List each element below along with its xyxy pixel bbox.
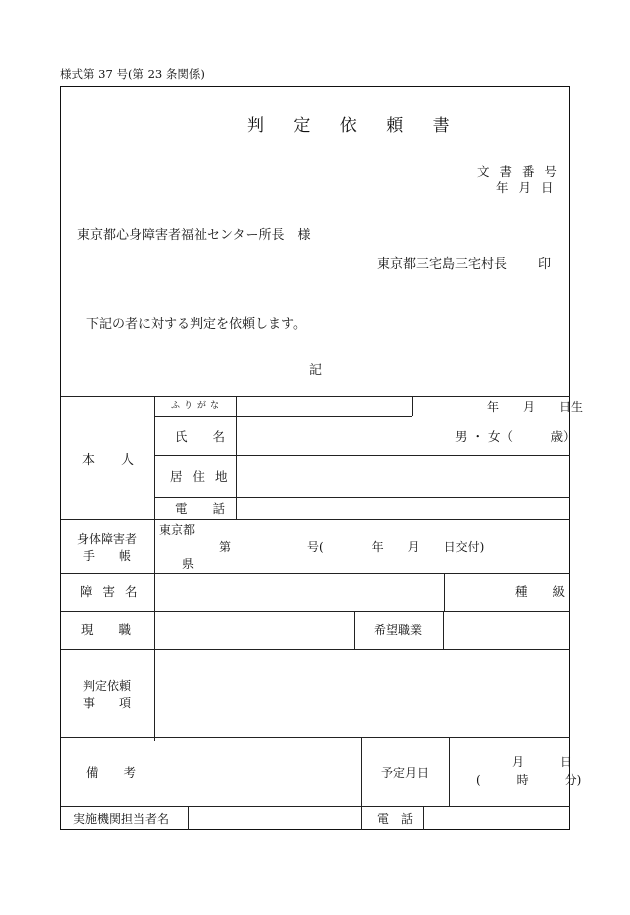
intro-text: 下記の者に対する判定を依頼します。 bbox=[86, 317, 306, 332]
rule-disability-top bbox=[61, 573, 570, 574]
rule-address-bottom bbox=[154, 497, 570, 498]
addressee: 東京都心身障害者福祉センター所長 様 bbox=[77, 228, 311, 243]
vline-job-hope-value bbox=[443, 611, 444, 649]
sex-age-label: 男 ・ 女（ 歳） bbox=[455, 429, 576, 444]
vline-footer-phone bbox=[423, 806, 424, 830]
vline-label-column bbox=[154, 396, 155, 741]
date-label: 年 月 日 bbox=[496, 180, 557, 195]
vline-person-inner bbox=[236, 396, 237, 519]
prefecture-bottom: 県 bbox=[182, 557, 195, 571]
grade-label: 種 級 bbox=[515, 584, 566, 599]
footer-phone-label: 電 話 bbox=[377, 812, 414, 826]
handbook-dai: 第 bbox=[219, 540, 232, 554]
scheduled-month-day: 月 日 bbox=[512, 755, 573, 769]
scheduled-date-label: 予定月日 bbox=[381, 766, 430, 780]
rule-footer-top bbox=[61, 806, 570, 807]
handbook-label-line1: 身体障害者 bbox=[77, 532, 138, 546]
rule-job-top bbox=[61, 611, 570, 612]
vline-remarks-scheduled bbox=[361, 737, 362, 830]
furigana-label: ふりがな bbox=[171, 401, 224, 411]
phone-label: 電 話 bbox=[175, 501, 226, 516]
form-title: 判 定 依 頼 書 bbox=[247, 116, 462, 136]
rule-top-table bbox=[61, 396, 570, 397]
form-number: 様式第 37 号(第 23 条関係) bbox=[60, 67, 205, 81]
rule-handbook-top bbox=[61, 519, 570, 520]
seal-mark: 印 bbox=[538, 257, 552, 272]
vline-scheduled-value bbox=[449, 737, 450, 806]
handbook-number-issue: 号( 年 月 日交付) bbox=[307, 540, 485, 554]
hoped-job-label: 希望職業 bbox=[374, 623, 423, 637]
person-section-label: 本 人 bbox=[82, 453, 135, 468]
sender: 東京都三宅島三宅村長 bbox=[377, 257, 508, 272]
rule-remarks-top bbox=[61, 737, 570, 738]
name-label: 氏 名 bbox=[175, 429, 226, 444]
request-label-line2: 事 項 bbox=[83, 696, 132, 710]
ki-mark: 記 bbox=[309, 363, 323, 378]
vline-job-hope bbox=[354, 611, 355, 649]
scheduled-time: ( 時 分) bbox=[476, 773, 582, 787]
rule-furigana-bottom bbox=[154, 416, 412, 417]
staff-name-label: 実施機関担当者名 bbox=[73, 812, 170, 826]
handbook-label-line2: 手 帳 bbox=[83, 549, 132, 563]
vline-furigana-end bbox=[412, 396, 413, 416]
form-frame bbox=[60, 86, 573, 830]
disability-label: 障 害 名 bbox=[80, 584, 141, 599]
vline-staff bbox=[188, 806, 189, 830]
document-number-label: 文 書 番 号 bbox=[477, 164, 560, 179]
birth-date-label: 年 月 日生 bbox=[487, 400, 584, 414]
current-job-label: 現 職 bbox=[81, 622, 132, 637]
vline-grade bbox=[444, 573, 445, 611]
remarks-label: 備 考 bbox=[86, 765, 137, 780]
request-label-line1: 判定依頼 bbox=[83, 679, 132, 693]
rule-request-top bbox=[61, 649, 570, 650]
address-label: 居 住 地 bbox=[170, 469, 231, 484]
rule-name-bottom bbox=[154, 455, 570, 456]
prefecture-top: 東京都 bbox=[159, 523, 196, 537]
